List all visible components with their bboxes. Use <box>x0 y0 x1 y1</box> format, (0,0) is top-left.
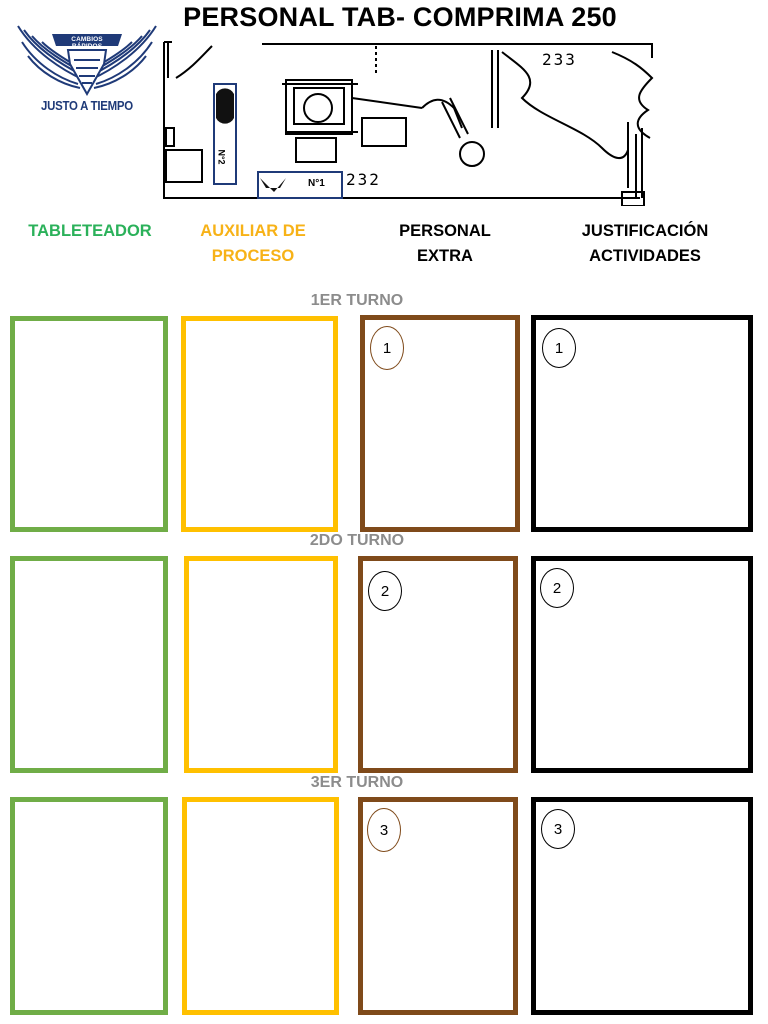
auxiliar-box-2[interactable] <box>184 556 338 773</box>
shift-number-badge: 2 <box>368 571 402 611</box>
logo-tagline: JUSTO A TIEMPO <box>41 98 133 113</box>
column-header-personal-extra <box>370 219 520 269</box>
shift-label: 2DO TURNO <box>309 532 405 549</box>
column-header-line: EXTRA <box>417 247 473 265</box>
column-header-line: ACTIVIDADES <box>589 247 701 265</box>
tableteador-box-1[interactable] <box>10 316 168 532</box>
column-header-line: PROCESO <box>211 247 295 265</box>
room-label-232: 232 <box>346 170 381 189</box>
company-logo <box>14 20 160 120</box>
justificacion-box-2[interactable] <box>531 556 753 773</box>
column-header-line: TABLETEADOR <box>28 222 152 240</box>
tableteador-box-3[interactable] <box>10 797 168 1015</box>
page-title: PERSONAL TAB- COMPRIMA 250 <box>183 2 617 32</box>
shift-number-badge: 1 <box>370 326 404 370</box>
machine-2-label: N°2 <box>216 149 227 165</box>
shift-number-badge: 3 <box>541 809 575 849</box>
floor-plan <box>162 38 662 206</box>
auxiliar-box-1[interactable] <box>181 316 338 532</box>
tableteador-box-2[interactable] <box>10 556 168 773</box>
column-header-line: PERSONAL <box>399 222 491 240</box>
column-header-justificacion <box>560 219 730 269</box>
column-header-tableteador <box>10 219 170 244</box>
shift-label: 3ER TURNO <box>310 774 404 791</box>
column-header-line: AUXILIAR DE <box>200 222 306 240</box>
personal-extra-box-1[interactable] <box>360 315 520 532</box>
justificacion-box-1[interactable] <box>531 315 753 532</box>
shift-number-badge: 2 <box>540 568 574 608</box>
column-header-line: JUSTIFICACIÓN <box>581 222 709 240</box>
machine-1-label: N°1 <box>308 178 325 189</box>
personal-extra-box-2[interactable] <box>358 556 518 773</box>
logo-banner-text: CAMBIOS RÁPIDOS <box>71 36 103 50</box>
justificacion-box-3[interactable] <box>531 797 753 1015</box>
winged-emblem-icon <box>14 20 160 96</box>
floor-plan-drawing <box>162 38 662 206</box>
shift-label: 1ER TURNO <box>310 292 404 309</box>
shift-number-badge: 1 <box>542 328 576 368</box>
shift-number-badge: 3 <box>367 808 401 852</box>
column-header-auxiliar <box>180 219 326 269</box>
auxiliar-box-3[interactable] <box>182 797 339 1015</box>
room-label-233: 233 <box>542 50 577 69</box>
personal-extra-box-3[interactable] <box>358 797 518 1015</box>
